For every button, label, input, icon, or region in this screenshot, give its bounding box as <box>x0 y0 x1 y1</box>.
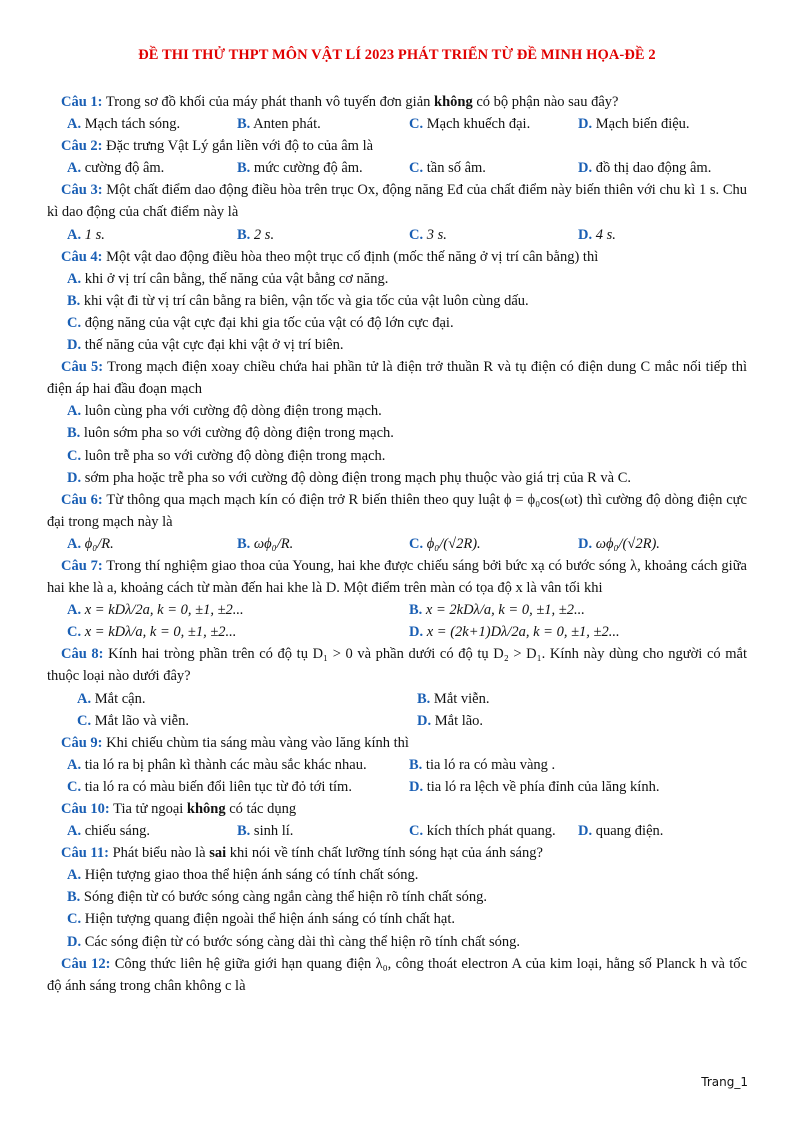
options-q8-ab <box>47 688 747 710</box>
option-c[interactable]: C. tần số âm. <box>409 160 486 177</box>
question-5: Câu 5: Trong mạch điện xoay chiều chứa hai phần tử là điện trở thuần R và tụ điện có điện dung C mắc nối tiếp thì điện áp hai đầu đoạn mạch <box>47 359 747 398</box>
option-d[interactable]: D. Mạch biến điệu. <box>578 116 690 133</box>
option-a[interactable]: A. khi ở vị trí cân bằng, thế năng của vật bằng cơ năng. <box>67 270 389 287</box>
options-q3 <box>47 224 747 246</box>
question-8: Câu 8: Kính hai tròng phần trên có độ tụ D₁ > 0 và phần dưới có độ tụ D₂ > D₁. Kính này dùng cho người có mắt thuộc loại nào dưới đây? <box>47 646 747 685</box>
question-list <box>47 91 747 997</box>
question-10: Câu 10: Tia tử ngoại không có tác dụng <box>61 801 297 817</box>
question-1: Câu 1: Trong sơ đồ khối của máy phát thanh vô tuyến đơn giản không có bộ phận nào sau đây? <box>61 94 619 110</box>
options-q8-cd <box>47 710 747 732</box>
option-c[interactable]: C. x = kDλ/a, k = 0, ±1, ±2... <box>67 624 237 641</box>
option-a[interactable]: A. cường độ âm. <box>67 160 165 177</box>
option-a[interactable]: A. luôn cùng pha với cường độ dòng điện trong mạch. <box>67 403 382 420</box>
question-2: Câu 2: Đặc trưng Vật Lý gắn liền với độ to của âm là <box>61 138 374 155</box>
option-b[interactable]: B. luôn sớm pha so với cường độ dòng điện trong mạch. <box>67 425 394 442</box>
options-q7-cd <box>47 621 747 643</box>
option-b[interactable]: B. ωϕ₀/R. <box>237 535 294 552</box>
option-d[interactable]: D. 4 s. <box>578 226 616 243</box>
question-7: Câu 7: Trong thí nghiệm giao thoa của Young, hai khe được chiếu sáng bởi bức xạ có bước sóng λ, khoảng cách giữa hai khe là a, khoảng cách từ màn đến hai khe là D. Một điểm trên màn có tọa độ x là vân tối khi <box>47 557 747 597</box>
option-b[interactable]: B. khi vật đi từ vị trí cân bằng ra biên, vận tốc và gia tốc của vật luôn cùng dấu. <box>67 292 529 309</box>
option-d[interactable]: D. Các sóng điện từ có bước sóng càng dài thì càng thể hiện rõ tính chất sóng. <box>67 933 521 950</box>
option-a[interactable]: A. tia ló ra bị phân kì thành các màu sắc khác nhau. <box>67 756 367 773</box>
options-q1 <box>47 113 747 135</box>
option-c[interactable]: C. tia ló ra có màu biến đổi liên tục từ đỏ tới tím. <box>67 778 352 795</box>
option-c[interactable]: C. ϕ₀/(√2R). <box>409 535 481 552</box>
option-c[interactable]: C. Mắt lão và viễn. <box>77 712 189 729</box>
options-q9-ab <box>47 754 747 776</box>
option-a[interactable]: A. Mạch tách sóng. <box>67 116 181 133</box>
option-b[interactable]: B. tia ló ra có màu vàng . <box>409 756 556 773</box>
page-title: ĐỀ THI THỬ THPT MÔN VẬT LÍ 2023 PHÁT TRIỂN TỪ ĐỀ MINH HỌA-ĐỀ 2 <box>138 47 656 63</box>
option-c[interactable]: C. luôn trễ pha so với cường độ dòng điện trong mạch. <box>67 447 386 464</box>
option-a[interactable]: A. Mắt cận. <box>77 690 146 707</box>
option-a[interactable]: A. x = kDλ/2a, k = 0, ±1, ±2... <box>67 602 244 619</box>
option-d[interactable]: D. sớm pha hoặc trễ pha so với cường độ dòng điện trong mạch phụ thuộc vào giá trị của R và C. <box>67 469 632 486</box>
option-d[interactable]: D. tia ló ra lệch về phía đỉnh của lăng kính. <box>409 778 660 795</box>
option-a[interactable]: A. ϕ₀/R. <box>67 535 114 552</box>
option-c[interactable]: C. Hiện tượng quang điện ngoài thể hiện ánh sáng có tính chất hạt. <box>67 911 456 928</box>
option-b[interactable]: B. 2 s. <box>237 226 275 243</box>
options-q2 <box>47 157 747 179</box>
option-b[interactable]: B. Anten phát. <box>237 116 321 133</box>
option-d[interactable]: D. đồ thị dao động âm. <box>578 160 712 177</box>
option-c[interactable]: C. Mạch khuếch đại. <box>409 116 531 133</box>
option-d[interactable]: D. thế năng của vật cực đại khi vật ở vị trí biên. <box>67 337 344 354</box>
options-q7-ab <box>47 599 747 621</box>
option-b[interactable]: B. Sóng điện từ có bước sóng càng ngắn càng thể hiện rõ tính chất sóng. <box>67 889 488 906</box>
question-3: Câu 3: Một chất điểm dao động điều hòa trên trục Ox, động năng Eđ của chất điểm này biến thiên với chu kì 1 s. Chu kì dao động của chất điểm này là <box>47 182 747 221</box>
option-d[interactable]: D. x = (2k+1)Dλ/2a, k = 0, ±1, ±2... <box>409 624 620 641</box>
option-b[interactable]: B. mức cường độ âm. <box>237 160 363 177</box>
question-9: Câu 9: Khi chiếu chùm tia sáng màu vàng vào lăng kính thì <box>61 734 409 751</box>
options-q10 <box>47 820 747 842</box>
option-c[interactable]: C. động năng của vật cực đại khi gia tốc của vật có độ lớn cực đại. <box>67 314 454 331</box>
question-6: Câu 6: Từ thông qua mạch mạch kín có điện trở R biến thiên theo quy luật ϕ = ϕ₀cos(ωt) thì cường độ dòng điện cực đại trong mạch này là <box>47 491 747 530</box>
option-d[interactable]: D. ωϕ₀/(√2R). <box>578 535 660 552</box>
option-a[interactable]: A. 1 s. <box>67 226 105 243</box>
options-q6 <box>47 533 747 555</box>
option-c[interactable]: C. 3 s. <box>409 226 447 243</box>
question-11: Câu 11: Phát biểu nào là sai khi nói về tính chất lưỡng tính sóng hạt của ánh sáng? <box>61 845 543 862</box>
option-a[interactable]: A. chiếu sáng. <box>67 823 150 840</box>
page-number: Trang_1 <box>701 1075 748 1089</box>
question-12: Câu 12: Công thức liên hệ giữa giới hạn quang điện λ₀, công thoát electron A của kim loại, hằng số Planck h và tốc độ ánh sáng trong chân không c là <box>47 955 747 994</box>
option-a[interactable]: A. Hiện tượng giao thoa thể hiện ánh sáng có tính chất sóng. <box>67 867 419 884</box>
question-4: Câu 4: Một vật dao động điều hòa theo một trục cố định (mốc thế năng ở vị trí cân bằng) thì <box>61 248 599 265</box>
option-d[interactable]: D. Mắt lão. <box>417 712 484 729</box>
option-b[interactable]: B. Mắt viễn. <box>417 690 490 707</box>
option-b[interactable]: B. sinh lí. <box>237 823 294 840</box>
option-d[interactable]: D. quang điện. <box>578 823 664 840</box>
option-c[interactable]: C. kích thích phát quang. <box>409 823 556 840</box>
option-b[interactable]: B. x = 2kDλ/a, k = 0, ±1, ±2... <box>409 602 585 619</box>
options-q9-cd <box>47 776 747 798</box>
